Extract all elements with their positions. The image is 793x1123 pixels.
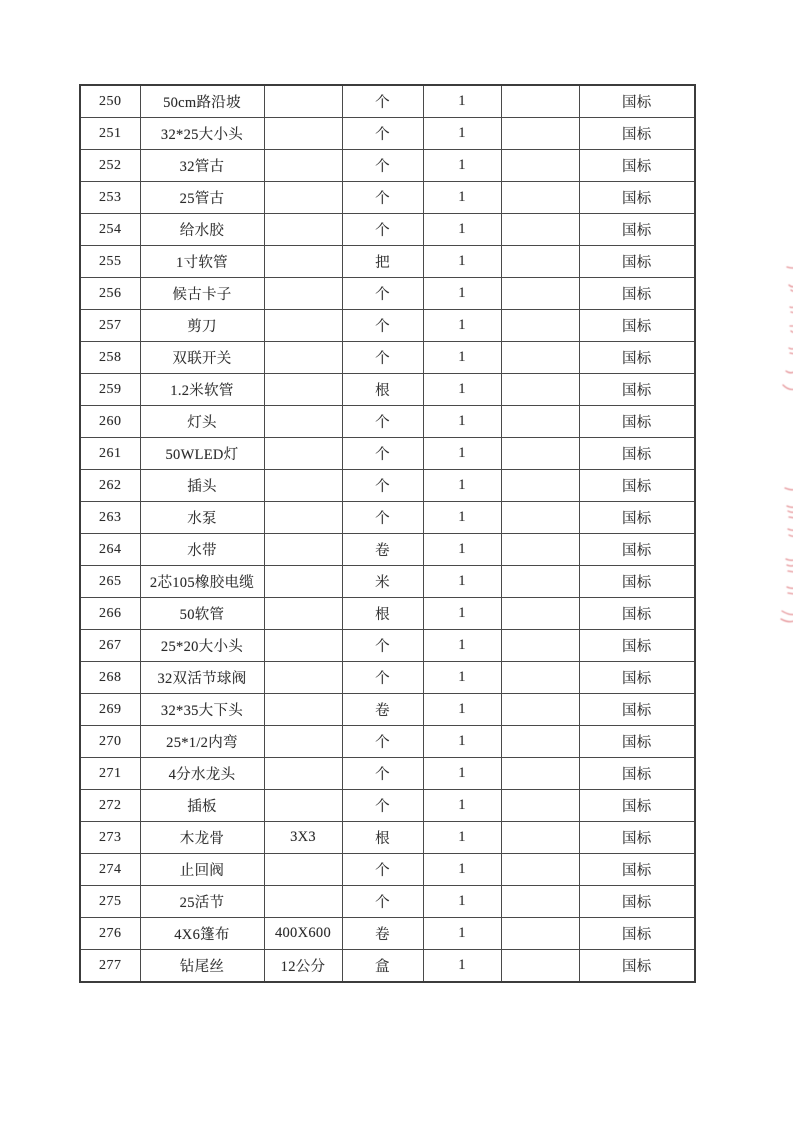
cell-index: 255 (80, 246, 140, 278)
cell-name: 50cm路沿坡 (140, 85, 264, 118)
cell-quantity: 1 (423, 438, 501, 470)
cell-quantity: 1 (423, 886, 501, 918)
table-row (80, 278, 695, 310)
table-row (80, 310, 695, 342)
cell-standard: 国标 (579, 694, 695, 726)
cell-spec (264, 214, 342, 246)
cell-spec (264, 342, 342, 374)
cell-unit: 个 (342, 182, 423, 214)
cell-name: 插板 (140, 790, 264, 822)
cell-standard: 国标 (579, 310, 695, 342)
cell-standard: 国标 (579, 790, 695, 822)
cell-unit: 根 (342, 374, 423, 406)
red-ink-mark (773, 553, 793, 629)
cell-note (501, 630, 579, 662)
cell-quantity: 1 (423, 918, 501, 950)
cell-standard: 国标 (579, 822, 695, 854)
cell-unit: 个 (342, 406, 423, 438)
cell-name: 25*20大小头 (140, 630, 264, 662)
cell-name: 插头 (140, 470, 264, 502)
table-row (80, 438, 695, 470)
cell-quantity: 1 (423, 470, 501, 502)
cell-unit: 个 (342, 854, 423, 886)
cell-standard: 国标 (579, 246, 695, 278)
cell-spec (264, 566, 342, 598)
cell-note (501, 342, 579, 374)
cell-note (501, 886, 579, 918)
cell-name: 木龙骨 (140, 822, 264, 854)
cell-note (501, 374, 579, 406)
cell-quantity: 1 (423, 694, 501, 726)
cell-spec (264, 150, 342, 182)
cell-name: 剪刀 (140, 310, 264, 342)
cell-quantity: 1 (423, 118, 501, 150)
cell-note (501, 246, 579, 278)
cell-note (501, 310, 579, 342)
cell-unit: 个 (342, 470, 423, 502)
cell-standard: 国标 (579, 214, 695, 246)
cell-name: 25*1/2内弯 (140, 726, 264, 758)
cell-quantity: 1 (423, 854, 501, 886)
cell-standard: 国标 (579, 726, 695, 758)
table-row (80, 214, 695, 246)
cell-spec: 12公分 (264, 950, 342, 983)
cell-index: 277 (80, 950, 140, 983)
cell-index: 275 (80, 886, 140, 918)
cell-name: 4X6篷布 (140, 918, 264, 950)
cell-quantity: 1 (423, 566, 501, 598)
cell-spec (264, 118, 342, 150)
cell-quantity: 1 (423, 342, 501, 374)
cell-quantity: 1 (423, 502, 501, 534)
cell-unit: 个 (342, 342, 423, 374)
cell-index: 253 (80, 182, 140, 214)
cell-name: 水泵 (140, 502, 264, 534)
table-row (80, 406, 695, 438)
table-row (80, 342, 695, 374)
cell-note (501, 758, 579, 790)
cell-spec (264, 85, 342, 118)
cell-spec: 400X600 (264, 918, 342, 950)
cell-index: 261 (80, 438, 140, 470)
cell-quantity: 1 (423, 950, 501, 983)
cell-note (501, 566, 579, 598)
cell-unit: 个 (342, 278, 423, 310)
red-ink-mark (773, 484, 793, 546)
cell-note (501, 534, 579, 566)
cell-quantity: 1 (423, 790, 501, 822)
cell-name: 1.2米软管 (140, 374, 264, 406)
cell-standard: 国标 (579, 950, 695, 983)
table-row (80, 886, 695, 918)
cell-index: 265 (80, 566, 140, 598)
cell-quantity: 1 (423, 534, 501, 566)
cell-spec (264, 182, 342, 214)
cell-standard: 国标 (579, 438, 695, 470)
cell-spec: 3X3 (264, 822, 342, 854)
cell-index: 263 (80, 502, 140, 534)
cell-unit: 个 (342, 662, 423, 694)
cell-standard: 国标 (579, 918, 695, 950)
cell-unit: 个 (342, 726, 423, 758)
cell-note (501, 662, 579, 694)
cell-quantity: 1 (423, 598, 501, 630)
cell-spec (264, 630, 342, 662)
cell-standard: 国标 (579, 342, 695, 374)
cell-note (501, 406, 579, 438)
cell-unit: 个 (342, 630, 423, 662)
cell-quantity: 1 (423, 310, 501, 342)
cell-index: 252 (80, 150, 140, 182)
cell-name: 32*25大小头 (140, 118, 264, 150)
cell-quantity: 1 (423, 214, 501, 246)
cell-spec (264, 246, 342, 278)
cell-name: 钻尾丝 (140, 950, 264, 983)
cell-name: 32*35大下头 (140, 694, 264, 726)
cell-index: 260 (80, 406, 140, 438)
cell-index: 257 (80, 310, 140, 342)
cell-index: 267 (80, 630, 140, 662)
cell-quantity: 1 (423, 85, 501, 118)
cell-spec (264, 278, 342, 310)
cell-standard: 国标 (579, 886, 695, 918)
cell-spec (264, 662, 342, 694)
cell-unit: 根 (342, 822, 423, 854)
cell-note (501, 854, 579, 886)
cell-unit: 盒 (342, 950, 423, 983)
cell-spec (264, 790, 342, 822)
cell-index: 256 (80, 278, 140, 310)
cell-unit: 个 (342, 438, 423, 470)
table-row (80, 534, 695, 566)
cell-quantity: 1 (423, 662, 501, 694)
cell-standard: 国标 (579, 85, 695, 118)
red-ink-mark (773, 263, 793, 395)
table-row (80, 822, 695, 854)
cell-spec (264, 470, 342, 502)
cell-spec (264, 534, 342, 566)
cell-index: 254 (80, 214, 140, 246)
cell-standard: 国标 (579, 566, 695, 598)
table-row (80, 118, 695, 150)
cell-name: 双联开关 (140, 342, 264, 374)
cell-unit: 个 (342, 790, 423, 822)
table-row (80, 758, 695, 790)
cell-spec (264, 854, 342, 886)
cell-index: 276 (80, 918, 140, 950)
cell-name: 水带 (140, 534, 264, 566)
cell-note (501, 438, 579, 470)
cell-quantity: 1 (423, 246, 501, 278)
cell-standard: 国标 (579, 470, 695, 502)
table-row (80, 470, 695, 502)
cell-quantity: 1 (423, 630, 501, 662)
cell-name: 止回阀 (140, 854, 264, 886)
cell-note (501, 918, 579, 950)
table-row (80, 790, 695, 822)
cell-name: 灯头 (140, 406, 264, 438)
cell-name: 50软管 (140, 598, 264, 630)
cell-standard: 国标 (579, 406, 695, 438)
cell-quantity: 1 (423, 374, 501, 406)
cell-index: 258 (80, 342, 140, 374)
cell-quantity: 1 (423, 406, 501, 438)
cell-spec (264, 726, 342, 758)
cell-unit: 个 (342, 758, 423, 790)
table-row (80, 374, 695, 406)
cell-index: 266 (80, 598, 140, 630)
table-row (80, 566, 695, 598)
cell-index: 262 (80, 470, 140, 502)
cell-standard: 国标 (579, 374, 695, 406)
table-row (80, 950, 695, 983)
cell-standard: 国标 (579, 662, 695, 694)
cell-index: 273 (80, 822, 140, 854)
cell-name: 1寸软管 (140, 246, 264, 278)
cell-note (501, 790, 579, 822)
cell-quantity: 1 (423, 278, 501, 310)
cell-unit: 把 (342, 246, 423, 278)
table-row (80, 150, 695, 182)
cell-unit: 个 (342, 886, 423, 918)
cell-standard: 国标 (579, 598, 695, 630)
cell-spec (264, 374, 342, 406)
cell-name: 32双活节球阀 (140, 662, 264, 694)
cell-quantity: 1 (423, 758, 501, 790)
table-row (80, 694, 695, 726)
table-row (80, 598, 695, 630)
table-row (80, 726, 695, 758)
cell-note (501, 118, 579, 150)
table-row (80, 502, 695, 534)
cell-index: 274 (80, 854, 140, 886)
cell-note (501, 214, 579, 246)
items-table (79, 84, 696, 983)
cell-spec (264, 502, 342, 534)
cell-standard: 国标 (579, 502, 695, 534)
cell-index: 259 (80, 374, 140, 406)
cell-name: 50WLED灯 (140, 438, 264, 470)
cell-unit: 卷 (342, 694, 423, 726)
table-row (80, 662, 695, 694)
cell-unit: 个 (342, 214, 423, 246)
cell-note (501, 85, 579, 118)
cell-note (501, 726, 579, 758)
items-table-body (80, 85, 695, 982)
cell-unit: 根 (342, 598, 423, 630)
cell-spec (264, 758, 342, 790)
cell-standard: 国标 (579, 118, 695, 150)
cell-unit: 个 (342, 150, 423, 182)
cell-index: 271 (80, 758, 140, 790)
cell-quantity: 1 (423, 182, 501, 214)
cell-index: 272 (80, 790, 140, 822)
cell-spec (264, 406, 342, 438)
cell-standard: 国标 (579, 854, 695, 886)
cell-name: 25活节 (140, 886, 264, 918)
cell-standard: 国标 (579, 278, 695, 310)
cell-standard: 国标 (579, 150, 695, 182)
cell-note (501, 182, 579, 214)
table-row (80, 854, 695, 886)
cell-name: 给水胶 (140, 214, 264, 246)
cell-spec (264, 310, 342, 342)
cell-note (501, 822, 579, 854)
cell-index: 269 (80, 694, 140, 726)
cell-note (501, 502, 579, 534)
cell-unit: 米 (342, 566, 423, 598)
cell-index: 264 (80, 534, 140, 566)
cell-note (501, 598, 579, 630)
cell-name: 32管古 (140, 150, 264, 182)
cell-spec (264, 598, 342, 630)
cell-index: 251 (80, 118, 140, 150)
table-row (80, 918, 695, 950)
cell-note (501, 150, 579, 182)
cell-unit: 个 (342, 310, 423, 342)
table-row (80, 246, 695, 278)
cell-note (501, 950, 579, 983)
cell-index: 270 (80, 726, 140, 758)
cell-standard: 国标 (579, 534, 695, 566)
cell-index: 268 (80, 662, 140, 694)
cell-unit: 个 (342, 118, 423, 150)
cell-spec (264, 886, 342, 918)
cell-unit: 卷 (342, 534, 423, 566)
cell-name: 25管古 (140, 182, 264, 214)
cell-unit: 卷 (342, 918, 423, 950)
table-row (80, 85, 695, 118)
cell-quantity: 1 (423, 726, 501, 758)
cell-note (501, 694, 579, 726)
cell-standard: 国标 (579, 758, 695, 790)
cell-spec (264, 438, 342, 470)
table-row (80, 182, 695, 214)
cell-name: 4分水龙头 (140, 758, 264, 790)
cell-unit: 个 (342, 85, 423, 118)
cell-standard: 国标 (579, 182, 695, 214)
cell-name: 2芯105橡胶电缆 (140, 566, 264, 598)
table-row (80, 630, 695, 662)
cell-index: 250 (80, 85, 140, 118)
cell-quantity: 1 (423, 822, 501, 854)
cell-quantity: 1 (423, 150, 501, 182)
cell-note (501, 278, 579, 310)
cell-unit: 个 (342, 502, 423, 534)
cell-note (501, 470, 579, 502)
cell-spec (264, 694, 342, 726)
cell-name: 候古卡子 (140, 278, 264, 310)
cell-standard: 国标 (579, 630, 695, 662)
